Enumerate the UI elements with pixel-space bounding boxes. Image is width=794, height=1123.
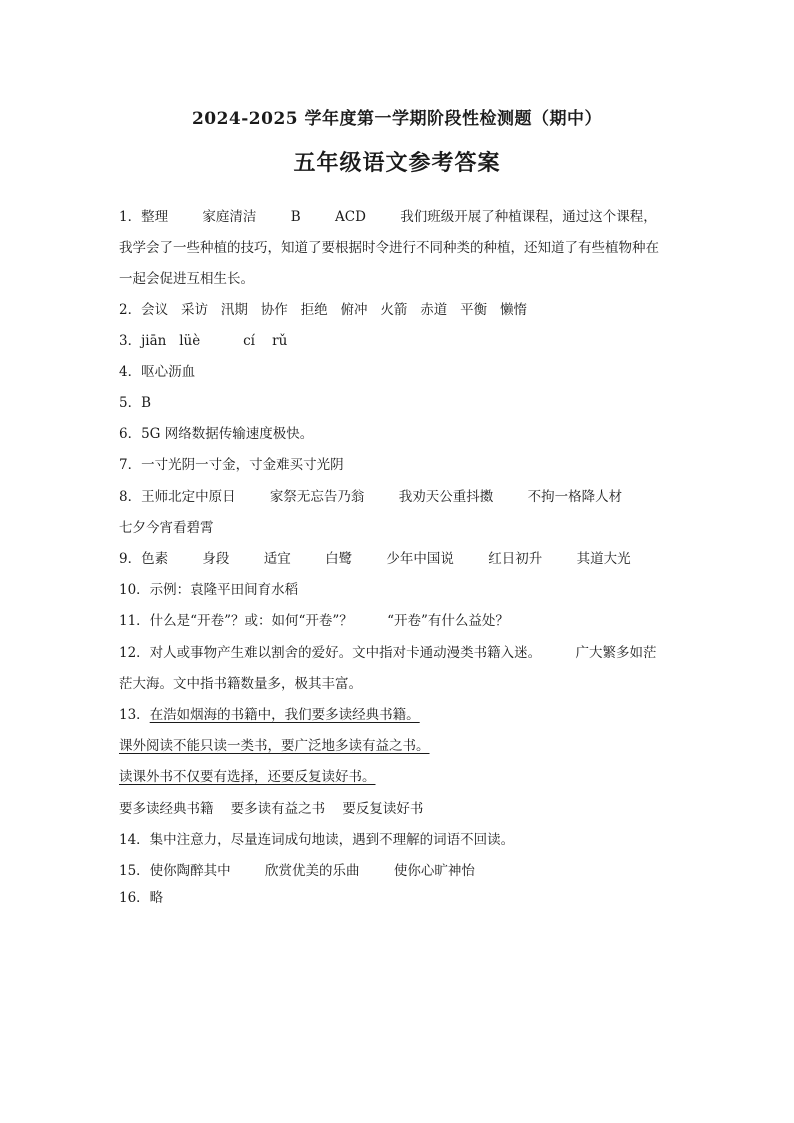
answer-line-13-underlined: 在浩如烟海的书籍中，我们要多读经典书籍。 [149,707,420,723]
answer-line-6: 6．5G 网络数据传输速度极快。 [119,426,314,442]
answer-line-12: 12．对人或事物产生难以割舍的爱好。文中指对卡通动漫类书籍入迷。 广大繁多如茫 [119,645,657,661]
answer-line-15: 15．使你陶醉其中 欣赏优美的乐曲 使你心旷神怡 [119,863,475,879]
answer-line-13 [119,706,420,724]
answer-line-1: 1．整理 家庭清洁 B ACD 我们班级开展了种植课程，通过这个课程， [119,209,657,225]
answer-line-13-cont: 课外阅读不能只读一类书，要广泛地多读有益之书。 [119,738,430,754]
page-title: 2024-2025 学年度第一学期阶段性检测题（期中） [191,109,603,129]
answer-line-14: 14．集中注意力，尽量连词成句地读，遇到不理解的词语不回读。 [119,832,515,848]
answer-line-16: 16．略 [119,890,164,906]
answer-line-1-cont: 一起会促进互相生长。 [119,271,254,287]
answer-line-7: 7．一寸光阴一寸金，寸金难买寸光阴 [119,457,344,473]
answer-line-13-number: 13． [119,707,150,723]
answer-line-13-cont: 读课外书不仅要有选择，还要反复读好书。 [119,769,376,785]
answer-line-9: 9．色素 身段 适宜 白鹭 少年中国说 红日初升 其道大光 [119,551,631,567]
answer-line-3: 3．jiān lüè cí rǔ [119,333,288,349]
answer-line-2: 2．会议 采访 汛期 协作 拒绝 俯冲 火箭 赤道 平衡 懒惰 [119,302,527,318]
answer-line-12-cont: 茫大海。文中指书籍数量多，极其丰富。 [119,676,362,692]
answer-line-5: 5．B [119,395,152,411]
answer-line-11: 11．什么是“开卷”？或：如何“开卷”？ “开卷”有什么益处？ [119,613,509,629]
answer-line-8: 8．王师北定中原日 家祭无忘告乃翁 我劝天公重抖擞 不拘一格降人材 [119,489,623,505]
answer-line-10: 10．示例：袁隆平田间育水稻 [119,582,299,598]
page-subtitle: 五年级语文参考答案 [293,150,501,176]
answer-line-1-cont: 我学会了一些种植的技巧，知道了要根据时令进行不同种类的种植，还知道了有些植物种在 [119,240,659,256]
answer-line-8-cont: 七夕今宵看碧霄 [119,520,214,536]
answer-line-4: 4．呕心沥血 [119,364,196,380]
answer-line-13-summary: 要多读经典书籍 要多读有益之书 要反复读好书 [119,801,424,817]
